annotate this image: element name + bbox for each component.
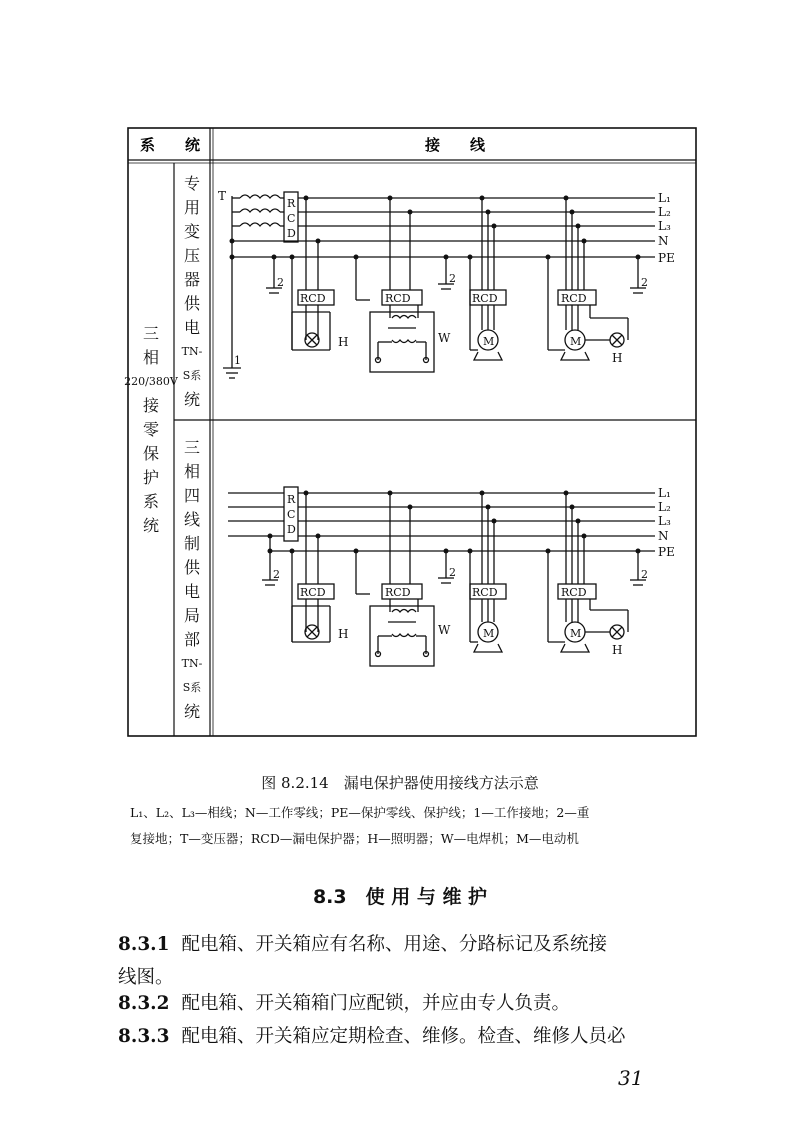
- clause-text: 线图。: [118, 967, 174, 988]
- earth-repeat-label: 2: [449, 272, 456, 285]
- rcd-letter-c: C: [287, 508, 296, 521]
- rcd-letter-r: R: [287, 197, 296, 210]
- header-system: 系 统: [139, 136, 201, 154]
- transformer-label: T: [218, 189, 227, 203]
- outer-system-label: 三 相 220/380V 接 零 保 护 系 统: [124, 324, 178, 535]
- motor-label: M: [570, 627, 582, 640]
- rcd-label: RCD: [300, 292, 326, 305]
- earth-work-label: 1: [234, 354, 241, 367]
- figure-caption: 图 8.2.14 漏电保护器使用接线方法示意: [261, 774, 539, 792]
- rcd-label: RCD: [385, 292, 411, 305]
- line-label-l3: L₃: [658, 219, 671, 233]
- clause-8-3-3: [118, 1020, 708, 1053]
- rcd-label: RCD: [385, 586, 411, 599]
- line-label-l1: L₁: [658, 486, 671, 500]
- welder-label: W: [438, 331, 451, 345]
- line-label-pe: PE: [658, 545, 675, 559]
- sub-system-label-local: 三 相 四 线 制 供 电 局 部 TN- S系 统: [181, 438, 203, 721]
- rcd-letter-d: D: [287, 523, 296, 536]
- legend-line-2: 复接地；T—变压器；RCD—漏电保护器；H—照明器；W—电焊机；M—电动机: [130, 831, 579, 846]
- line-label-n: N: [658, 234, 669, 248]
- lamp-label: H: [338, 627, 349, 641]
- welder-label: W: [438, 623, 451, 637]
- transformer-coils: [232, 195, 284, 260]
- legend-line-1: L₁、L₂、L₃—相线；N—工作零线；PE—保护零线、保护线；1—工作接地；2—重: [130, 805, 590, 820]
- clause-number: 8.3.1: [118, 934, 170, 955]
- rcd-label: RCD: [472, 292, 498, 305]
- earth-repeat-label: 2: [641, 568, 648, 581]
- sub-system-label-dedicated: 专 用 变 压 器 供 电 TN- S系 统: [181, 174, 203, 409]
- rcd-letter-c: C: [287, 212, 296, 225]
- lamp-label: H: [612, 351, 623, 365]
- lamp-label: H: [338, 335, 349, 349]
- earth-repeat-label: 2: [449, 566, 456, 579]
- header-wiring: 接 线: [424, 136, 486, 154]
- clause-number: 8.3.2: [118, 993, 170, 1014]
- clause-text: 配电箱、开关箱箱门应配锁，并应由专人负责。: [181, 993, 571, 1014]
- earth-repeat-label: 2: [277, 276, 284, 289]
- line-label-l2: L₂: [658, 500, 671, 514]
- clause-text: 配电箱、开关箱应定期检查、维修。检查、维修人员必: [181, 1026, 626, 1047]
- clause-number: 8.3.3: [118, 1026, 170, 1047]
- motor-label: M: [483, 335, 495, 348]
- rcd-label: RCD: [472, 586, 498, 599]
- page-number: 31: [618, 1066, 644, 1090]
- earth-repeat-label: 2: [273, 568, 280, 581]
- rcd-letter-r: R: [287, 493, 296, 506]
- motor-label: M: [483, 627, 495, 640]
- line-label-n: N: [658, 529, 669, 543]
- rcd-letter-d: D: [287, 227, 296, 240]
- figure-legend: [130, 800, 700, 852]
- rcd-label: RCD: [561, 292, 587, 305]
- line-label-l1: L₁: [658, 191, 671, 205]
- clause-text: 配电箱、开关箱应有名称、用途、分路标记及系统接: [181, 934, 608, 955]
- line-label-pe: PE: [658, 251, 675, 265]
- rcd-label: RCD: [561, 586, 587, 599]
- rcd-label: RCD: [300, 586, 326, 599]
- line-label-l3: L₃: [658, 514, 671, 528]
- motor-label: M: [570, 335, 582, 348]
- table-frame: [124, 128, 696, 736]
- diagram-bottom-labels: [273, 486, 675, 657]
- clause-8-3-2: [118, 987, 708, 1020]
- lamp-label: H: [612, 643, 623, 657]
- line-label-l2: L₂: [658, 205, 671, 219]
- clause-8-3-1: [118, 928, 708, 994]
- section-title: 8.3 使 用 与 维 护: [312, 886, 488, 908]
- earth-repeat-label: 2: [641, 276, 648, 289]
